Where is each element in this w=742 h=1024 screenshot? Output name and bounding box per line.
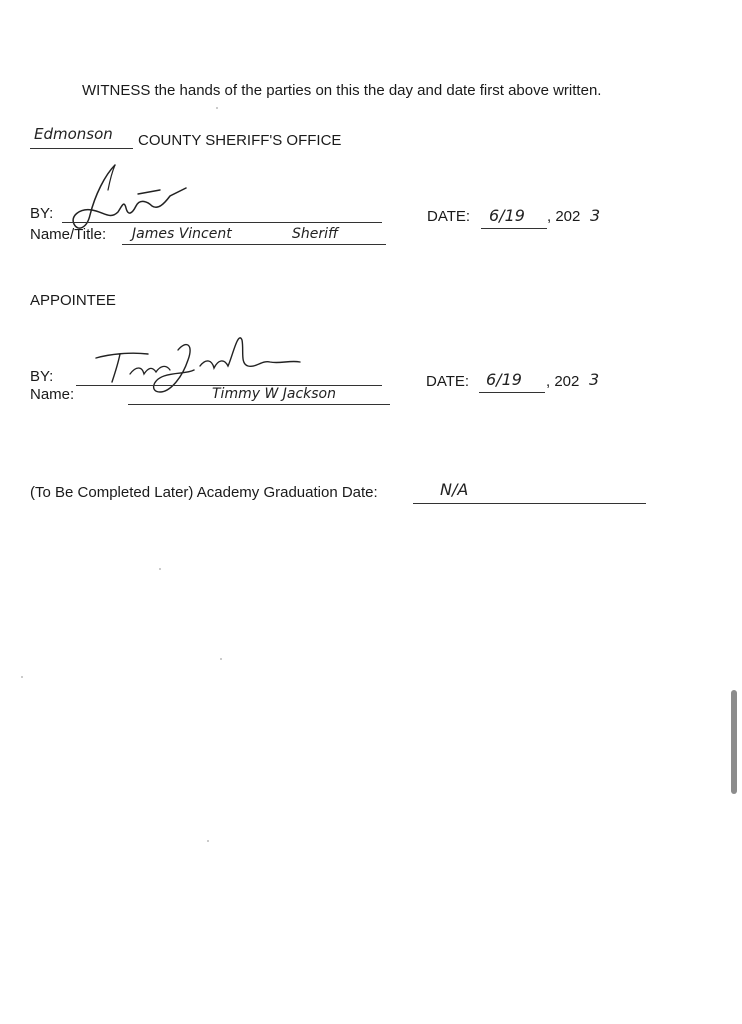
- graduation-date-line: [413, 503, 646, 504]
- scan-speck: [159, 568, 161, 570]
- sheriff-year-prefix: , 202: [547, 208, 581, 225]
- appointee-date-handwritten: 6/19: [486, 370, 522, 389]
- sheriff-by-label: BY:: [30, 205, 54, 222]
- sheriff-name-handwritten: James Vincent: [132, 226, 232, 242]
- appointee-name-handwritten: Timmy W Jackson: [212, 386, 336, 402]
- graduation-date-label: (To Be Completed Later) Academy Graduation Date:: [30, 484, 378, 501]
- sheriff-office-label: COUNTY SHERIFF'S OFFICE: [138, 132, 342, 149]
- scan-speck: [216, 107, 218, 109]
- county-underline: [30, 148, 133, 149]
- appointee-date-label: DATE:: [426, 373, 470, 390]
- sheriff-date-line: [481, 228, 547, 229]
- appointee-year-prefix: , 202: [546, 373, 580, 390]
- sheriff-date-handwritten: 6/19: [489, 206, 525, 225]
- graduation-date-handwritten: N/A: [440, 480, 469, 499]
- witness-statement: WITNESS the hands of the parties on this the day and date first above written.: [82, 82, 602, 99]
- sheriff-year-digit: 3: [590, 206, 601, 225]
- appointee-by-label: BY:: [30, 368, 54, 385]
- appointee-year-digit: 3: [589, 370, 600, 389]
- scan-speck: [220, 658, 222, 660]
- county-name-handwritten: Edmonson: [34, 125, 113, 143]
- appointee-name-line: [128, 404, 390, 405]
- appointee-name-label: Name:: [30, 386, 75, 403]
- sheriff-name-title-label: Name/Title:: [30, 226, 107, 243]
- scan-speck: [21, 676, 23, 678]
- appointee-label: APPOINTEE: [30, 292, 116, 309]
- scrollbar-thumb[interactable]: [731, 690, 737, 794]
- sheriff-date-label: DATE:: [427, 208, 471, 225]
- appointee-date-line: [479, 392, 545, 393]
- sheriff-name-line: [122, 244, 386, 245]
- sheriff-signature-line: [62, 222, 382, 223]
- sheriff-title-handwritten: Sheriff: [292, 226, 339, 242]
- scan-speck: [207, 840, 209, 842]
